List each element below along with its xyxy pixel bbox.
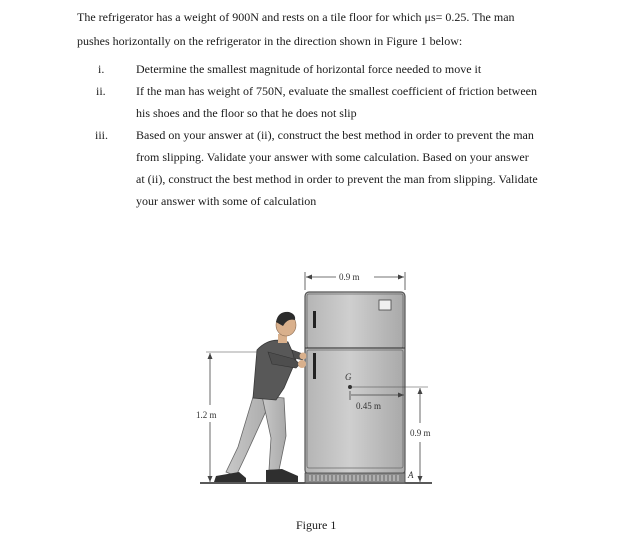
intro-line-2: pushes horizontally on the refrigerator in the direction shown in Figure 1 below: xyxy=(77,34,463,48)
intro-line-1: The refrigerator has a weight of 900N and rests on a tile floor for which μs= 0.25. The man xyxy=(77,10,515,24)
center-of-gravity-point xyxy=(348,385,352,389)
question-3-number: iii. xyxy=(95,128,109,142)
question-1-number: i. xyxy=(98,62,105,76)
dim-width-label: 0.9 m xyxy=(339,272,360,282)
dim-g-height-label: 0.9 m xyxy=(410,428,431,438)
question-3-text-line-4: your answer with some of calculation xyxy=(136,194,317,208)
question-2-number: ii. xyxy=(96,84,106,98)
refrigerator xyxy=(305,292,405,483)
man-pushing xyxy=(214,312,307,482)
figure-caption: Figure 1 xyxy=(296,518,337,532)
dim-push-height-label: 1.2 m xyxy=(196,410,217,420)
label-a: A xyxy=(408,470,414,480)
question-3-text-line-2: from slipping. Validate your answer with some calculation. Based on your answer xyxy=(136,150,529,164)
question-3-text-line-1: Based on your answer at (ii), construct the best method in order to prevent the man xyxy=(136,128,534,142)
dim-g-offset-label: 0.45 m xyxy=(356,401,382,411)
question-3-text-line-3: at (ii), construct the best method in order to prevent the man from slipping. Validate xyxy=(136,172,538,186)
question-2-text-line-2: his shoes and the floor so that he does not slip xyxy=(136,106,357,120)
label-g: G xyxy=(345,372,352,382)
question-2-text-line-1: If the man has weight of 750N, evaluate the smallest coefficient of friction between xyxy=(136,84,537,98)
question-1-text: Determine the smallest magnitude of horizontal force needed to move it xyxy=(136,62,482,76)
